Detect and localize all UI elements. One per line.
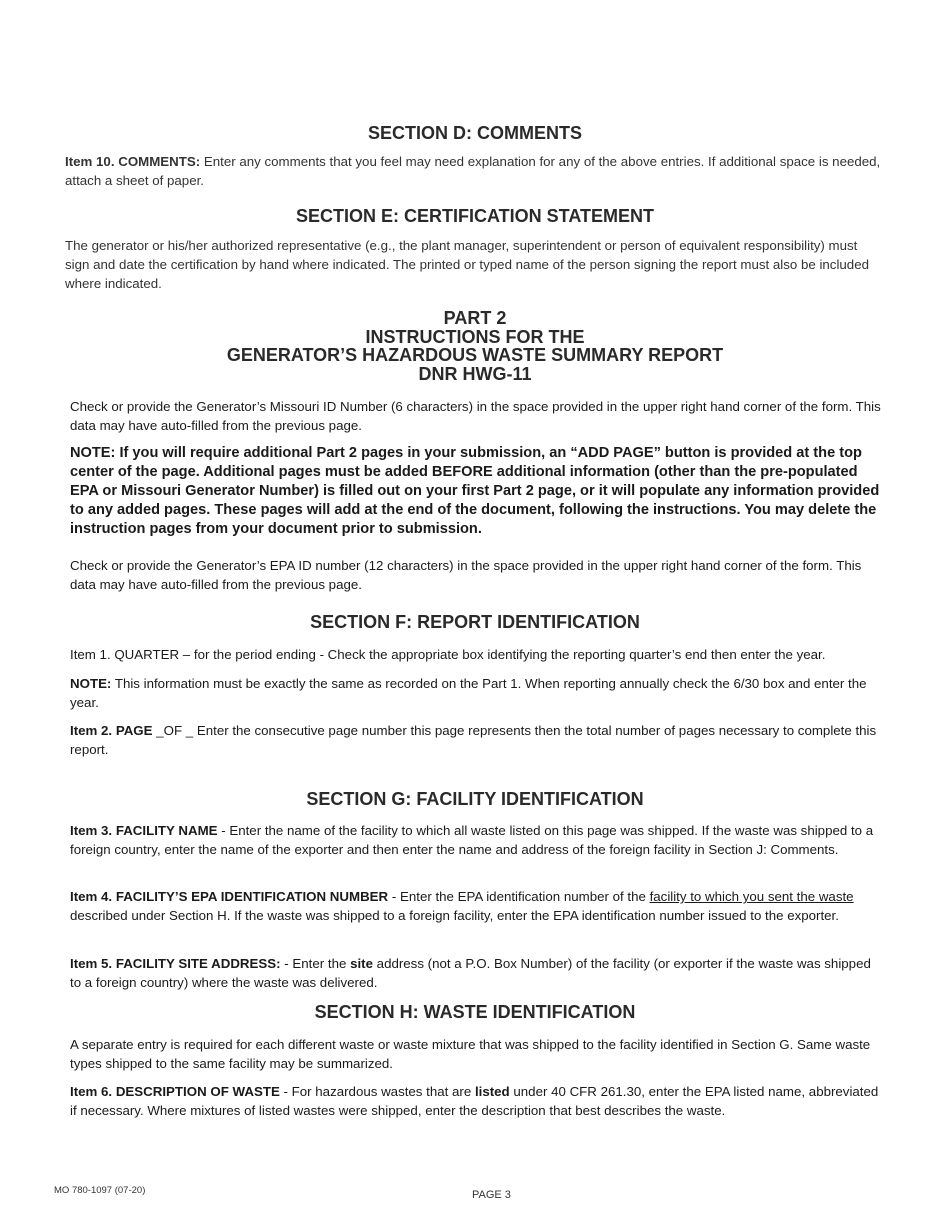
item-4-epa-id — [70, 887, 885, 925]
note-text: This information must be exactly the same as recorded on the Part 1. When reporting annually check the 6/30 box and enter the year. — [70, 676, 867, 710]
item-2-label: Item 2. PAGE — [70, 723, 157, 738]
item-4-text-pre: - Enter the EPA identification number of the — [388, 889, 650, 904]
item-4-underlined-text: facility to which you sent the waste — [649, 889, 854, 904]
item-3-facility-name — [70, 821, 885, 859]
part-2-line: PART 2 — [443, 308, 507, 328]
certification-text: The generator or his/her authorized representative (e.g., the plant manager, superintendent or person of equivalent responsibility) must sign and date the certification by hand where indicated. The printed or typed name of the person signing the report must also be included where indicated. — [65, 238, 869, 291]
section-d-title: SECTION D: COMMENTS — [368, 123, 582, 143]
item-5-site-address — [70, 954, 885, 992]
item-3-text: - Enter the name of the facility to which all waste listed on this page was shipped. If the waste was shipped to a foreign country, enter the name of the exporter and then enter the name and address of the foreign facility in Section J: Comments. — [70, 823, 874, 857]
form-number: MO 780-1097 (07-20) — [54, 1185, 146, 1196]
item-6-listed-word: listed — [474, 1084, 510, 1099]
item-5-text-pre: - Enter the — [280, 956, 351, 971]
report-title-line: GENERATOR’S HAZARDOUS WASTE SUMMARY REPORT — [226, 345, 724, 365]
instructions-line: INSTRUCTIONS FOR THE — [365, 326, 585, 347]
item-5-text-post: address (not a P.O. Box Number) of the facility (or exporter if the waste was shipped to a foreign country) where the waste was delivered. — [70, 956, 871, 990]
item-6-text-pre: - For hazardous wastes that are — [279, 1084, 475, 1099]
item-10-comments — [65, 152, 885, 190]
item-2-page — [70, 721, 885, 759]
form-id-line: DNR HWG-11 — [418, 363, 532, 384]
section-g-title: SECTION G: FACILITY IDENTIFICATION — [306, 789, 644, 809]
note-label: NOTE: — [70, 676, 112, 691]
page-number: PAGE 3 — [472, 1189, 511, 1201]
item-10-text: Enter any comments that you feel may need explanation for any of the above entries. If additional space is needed, attach a sheet of paper. — [65, 154, 881, 188]
item-6-label: Item 6. DESCRIPTION OF WASTE — [70, 1084, 280, 1099]
item-1-quarter: Item 1. QUARTER – for the period ending - Check the appropriate box identifying the reporting quarter’s end then enter the year. — [70, 647, 826, 662]
item-5-label: Item 5. FACILITY SITE ADDRESS: — [70, 956, 281, 971]
item-2-text: _OF _ Enter the consecutive page number this page represents then the total number of pages necessary to complete this report. — [70, 723, 877, 757]
item-4-text-post: described under Section H. If the waste was shipped to a foreign facility, enter the EPA identification number issued to the exporter. — [70, 908, 839, 923]
epa-id-instructions: Check or provide the Generator’s EPA ID number (12 characters) in the space provided in the upper right hand corner of the form. This data may have auto-filled from the previous page. — [70, 558, 862, 592]
item-5-site-word: site — [350, 956, 373, 971]
part-2-header — [0, 309, 950, 383]
section-f-note — [70, 674, 885, 712]
waste-identification-intro: A separate entry is required for each different waste or waste mixture that was shipped to the facility identified in Section G. Same waste types shipped to the same facility may be summarized. — [70, 1037, 871, 1071]
item-6-text-post: under 40 CFR 261.30, enter the EPA listed name, abbreviated if necessary. Where mixtures of listed wastes were shipped, enter the description that best describes the waste. — [70, 1084, 879, 1118]
add-page-note: NOTE: If you will require additional Part 2 pages in your submission, an “ADD PAGE” button is provided at the top center of the page. Additional pages must be added BEFORE additional information (other than the pre-populated EPA or Missouri Generator Number) is filled out on your first Part 2 page, or it will populate any information provided to any added pages. These pages will add at the end of the document, following the instructions. You may delete the instruction pages from your document prior to submission. — [70, 445, 880, 537]
section-f-title: SECTION F: REPORT IDENTIFICATION — [310, 612, 640, 632]
item-3-label: Item 3. FACILITY NAME — [70, 823, 218, 838]
item-6-description — [70, 1082, 885, 1120]
section-e-title: SECTION E: CERTIFICATION STATEMENT — [296, 206, 654, 226]
item-10-label: Item 10. COMMENTS: — [65, 154, 201, 169]
section-h-title: SECTION H: WASTE IDENTIFICATION — [314, 1002, 636, 1022]
missouri-id-instructions: Check or provide the Generator’s Missouri ID Number (6 characters) in the space provided in the upper right hand corner of the form. This data may have auto-filled from the previous page. — [70, 399, 881, 433]
item-4-label: Item 4. FACILITY’S EPA IDENTIFICATION NUMBER — [70, 889, 389, 904]
